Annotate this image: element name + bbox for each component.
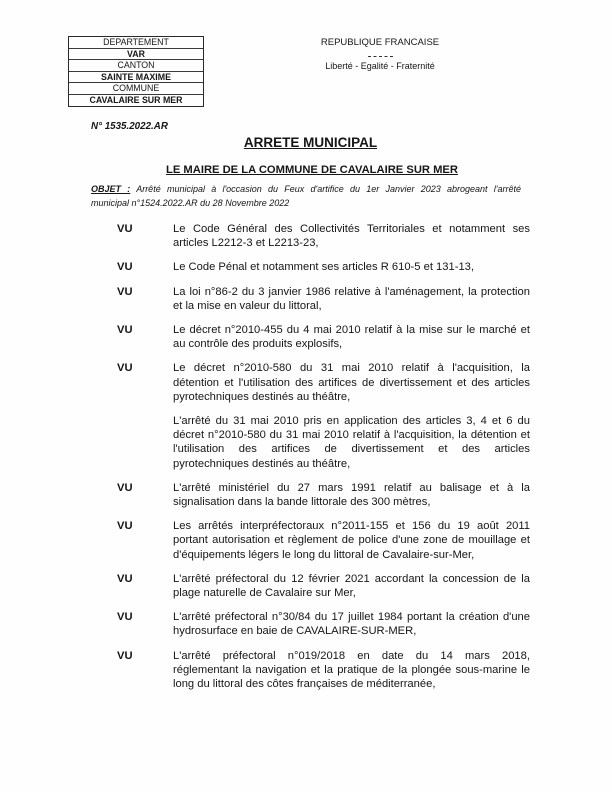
consideration-item (117, 649, 530, 692)
consideration-line: pyrotechniques destinés au théâtre, (173, 390, 351, 403)
canton-value: SAINTE MAXIME (69, 71, 203, 83)
consideration-label: VU (117, 223, 133, 235)
consideration-line: La loi n°86-2 du 3 janvier 1986 relative à l'aménagement, la protection (173, 285, 530, 298)
consideration-text (173, 572, 530, 600)
consideration-item (117, 323, 530, 351)
consideration-line: L'arrêté préfectoral du 12 février 2021 accordant la concession de la (173, 572, 530, 585)
consideration-text (173, 519, 530, 562)
consideration-line: L'arrêté préfectoral n°30/84 du 17 juillet 1984 portant la création d'une (173, 611, 530, 624)
consideration-text (173, 481, 530, 509)
consideration-line: pyrotechniques destinés au théâtre, (173, 457, 351, 470)
consideration-label: VU (117, 649, 133, 662)
consideration-line: Le Code Général des Collectivités Territoriales et notamment ses (173, 223, 530, 235)
consideration-line: l'utilisation des artifices de divertissement et des articles (173, 443, 530, 456)
consideration-label: VU (117, 324, 133, 337)
motto-divider (368, 56, 393, 57)
consideration-line: hydrosurface en baie de CAVALAIRE-SUR-MER, (173, 625, 417, 638)
consideration-label: VU (117, 572, 133, 585)
consideration-item (117, 361, 530, 404)
consideration-text (173, 649, 530, 692)
republic-heading: REPUBLIQUE FRANCAISE (320, 37, 440, 48)
commune-value: CAVALAIRE SUR MER (69, 94, 203, 106)
objet-label: OBJET : (91, 184, 131, 194)
decree-number: N° 1535.2022.AR (91, 121, 168, 132)
departement-value: VAR (69, 48, 203, 60)
decree-title: ARRETE MUNICIPAL (243, 135, 378, 150)
authority-heading: LE MAIRE DE LA COMMUNE DE CAVALAIRE SUR MER (166, 164, 458, 176)
consideration-label: VU (117, 481, 133, 494)
consideration-text (173, 260, 530, 274)
consideration-line: d'équipements légers le long du littoral de Cavalaire-sur-Mer, (173, 548, 475, 561)
consideration-line: Le décret n°2010-455 du 4 mai 2010 relatif à la mise sur le marché et (173, 324, 530, 337)
consideration-item (117, 572, 530, 600)
consideration-line: détention et l'utilisation des artifices de divertissement et des articles (173, 376, 530, 389)
consideration-item (117, 481, 530, 509)
consideration-item (117, 260, 530, 274)
consideration-line: signalisation dans la bande littorale des 300 mètres, (173, 496, 431, 509)
consideration-line: Le décret n°2010-580 du 31 mai 2010 relatif à l'acquisition, la (173, 362, 530, 375)
objet-block (91, 182, 521, 210)
consideration-text (173, 414, 530, 471)
consideration-item (117, 414, 530, 471)
objet-line: municipal n°1524.2022.AR du 28 Novembre 2022 (91, 198, 290, 208)
objet-text: Arrêté municipal à l'occasion du Feux d'artifice du 1er Janvier 2023 abrogeant l'arrêté (136, 184, 522, 194)
consideration-line: réglementant la navigation et la pratique de la plongée sous-marine le (173, 663, 530, 676)
consideration-label: VU (117, 362, 133, 375)
consideration-text (173, 610, 530, 638)
consideration-item (117, 285, 530, 313)
consideration-line: articles L2212-3 et L2213-23, (173, 237, 319, 250)
consideration-line: au contrôle des produits explosifs, (173, 338, 343, 351)
consideration-text (173, 361, 530, 404)
consideration-label: VU (117, 520, 133, 533)
consideration-line: et la mise en valeur du littoral, (173, 299, 322, 312)
consideration-line: long du littoral des côtes françaises de méditerranée, (173, 678, 436, 691)
departement-label: DEPARTEMENT (103, 37, 169, 47)
consideration-line: Les arrêtés interpréfectoraux n°2011-155 et 156 du 19 août 2011 (173, 520, 530, 533)
consideration-line: L'arrêté préfectoral n°019/2018 en date du 14 mars 2018, (173, 649, 530, 662)
consideration-label: VU (117, 285, 133, 298)
consideration-item (117, 222, 530, 250)
consideration-line: décret n°2010-580 du 31 mai 2010 relatif à l'acquisition, la détention et (173, 429, 530, 442)
consideration-text (173, 323, 530, 351)
consideration-label (117, 414, 173, 471)
consideration-line: L'arrêté ministériel du 27 mars 1991 relatif au balisage et à la (173, 481, 530, 494)
consideration-line: Le Code Pénal et notamment ses articles R 610-5 et 131-13, (173, 261, 474, 274)
consideration-line: plage naturelle de Cavalaire sur Mer, (173, 587, 356, 600)
considerations-list (117, 222, 530, 701)
consideration-text (173, 222, 530, 250)
consideration-line: L'arrêté du 31 mai 2010 pris en application des articles 3, 4 et 6 du (173, 415, 530, 428)
republic-motto: Liberté - Egalité - Fraternité (325, 61, 435, 71)
consideration-item (117, 610, 530, 638)
consideration-label: VU (117, 611, 133, 624)
canton-label: CANTON (69, 59, 203, 71)
objet-line (91, 182, 521, 196)
consideration-line: portant autorisation et règlement de police d'une zone de mouillage et (173, 534, 530, 547)
consideration-label: VU (117, 261, 133, 274)
administrative-box (68, 36, 204, 107)
consideration-item (117, 519, 530, 562)
commune-label: COMMUNE (69, 82, 203, 94)
consideration-text (173, 285, 530, 313)
